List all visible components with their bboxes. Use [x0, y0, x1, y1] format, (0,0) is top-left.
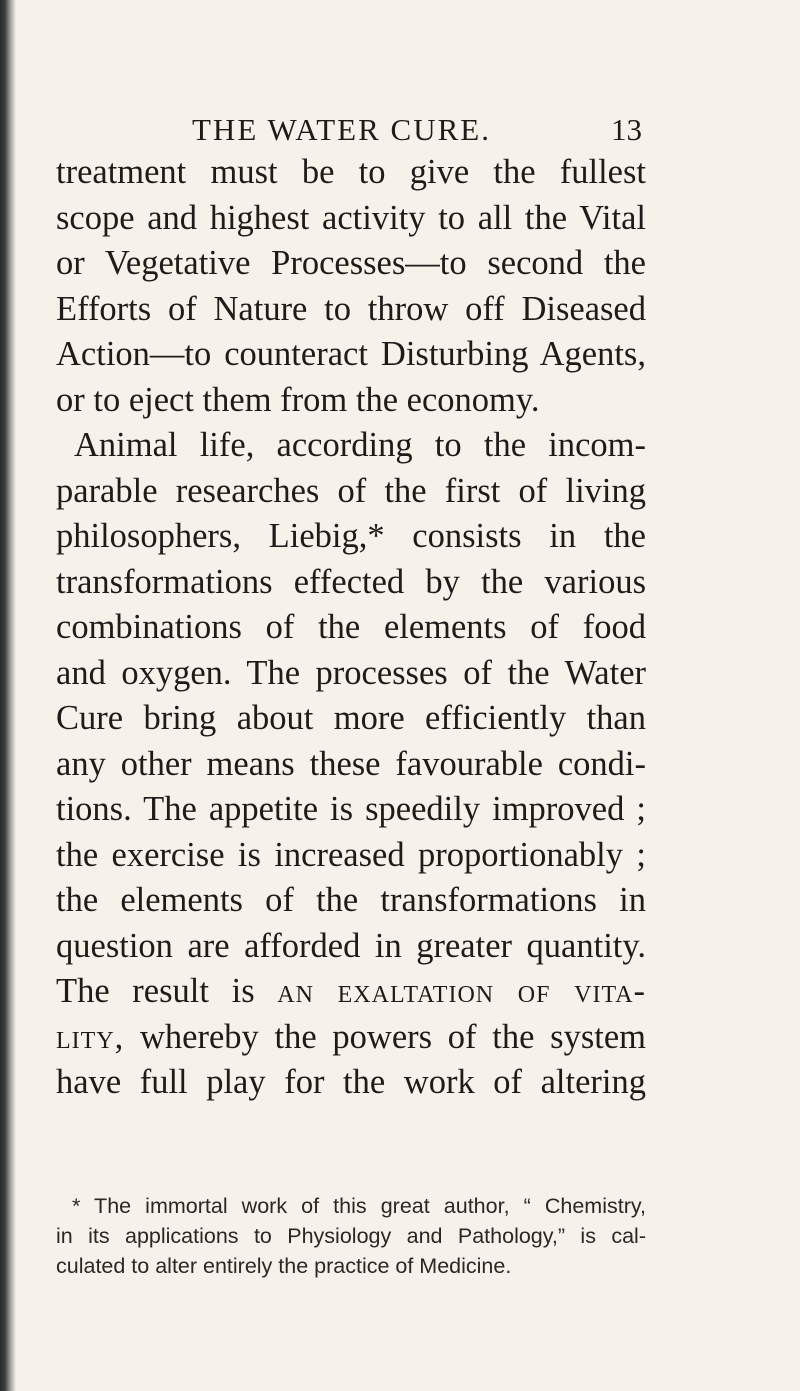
- text-line: and oxygen. The processes of the Water: [56, 653, 646, 692]
- text-line: or Vegetative Processes—to second the: [56, 244, 646, 282]
- footnote-line: in its applications to Physiology and Pathology,” is cal-: [56, 1224, 646, 1248]
- main-text: [56, 150, 646, 1106]
- text-line: philosophers, Liebig,* consists in the: [56, 517, 646, 555]
- text-line-mixed: [56, 1015, 646, 1061]
- paragraph-start-line: Animal life, according to the incom-: [74, 426, 646, 464]
- text-line: combinations of the elements of food: [56, 608, 646, 646]
- text-line: transformations effected by the various: [56, 562, 646, 601]
- page-number: 13: [611, 112, 642, 147]
- footnote: [56, 1191, 646, 1281]
- text-line: Cure bring about more efficiently than: [56, 699, 646, 737]
- text-line: have full play for the work of altering: [56, 1063, 646, 1101]
- running-head: THE WATER CURE.: [192, 112, 491, 147]
- footnote-line: * The immortal work of this great author, “ Chemistry,: [72, 1194, 646, 1218]
- text-line: any other means these favourable condi-: [56, 744, 646, 783]
- text-line: question are afforded in greater quantity.: [56, 926, 646, 965]
- text-line: treatment must be to give the fullest: [56, 153, 646, 191]
- page-header: [0, 112, 800, 152]
- text-line: parable researches of the first of living: [56, 471, 646, 510]
- smallcaps-phrase: an exaltation of vita-: [277, 972, 647, 1010]
- footnote-line: culated to alter entirely the practice of Medicine.: [56, 1254, 512, 1278]
- smallcaps-phrase: lity,: [56, 1017, 125, 1056]
- text-line: scope and highest activity to all the Vital: [56, 198, 646, 237]
- text-line: Action—to counteract Disturbing Agents,: [56, 335, 646, 373]
- text-line: the exercise is increased proportionably ;: [56, 835, 646, 874]
- text-segment: The result is: [56, 972, 255, 1010]
- text-segment: whereby the powers of the system: [124, 1017, 646, 1056]
- text-line: Efforts of Nature to throw off Diseased: [56, 289, 646, 328]
- text-line: the elements of the transformations in: [56, 881, 646, 919]
- text-line: or to eject them from the economy.: [56, 380, 540, 419]
- text-line-mixed: [56, 969, 646, 1015]
- text-line: tions. The appetite is speedily improved ;: [56, 790, 646, 828]
